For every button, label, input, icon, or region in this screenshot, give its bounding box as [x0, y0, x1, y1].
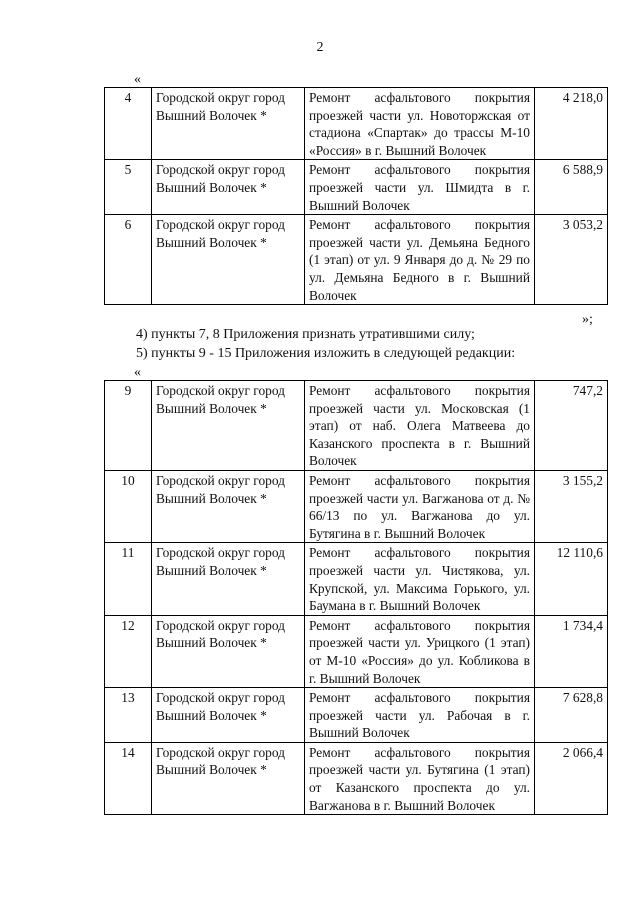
row-value: 3 155,2 — [535, 470, 608, 542]
open-quote-1: « — [134, 72, 141, 87]
row-entity: Городской округ город Вышний Волочек * — [152, 215, 305, 305]
row-number: 12 — [105, 615, 152, 687]
row-description: Ремонт асфальтового покрытия проезжей части ул. Урицкого (1 этап) от М-10 «Россия» до ул. Кобликова в г. Вышний Волочек — [305, 615, 535, 687]
row-entity: Городской округ город Вышний Волочек * — [152, 88, 305, 160]
table-row — [105, 742, 608, 814]
open-quote-2: « — [134, 365, 141, 380]
row-number: 6 — [105, 215, 152, 305]
page-number: 2 — [316, 40, 324, 55]
table-row — [105, 543, 608, 615]
row-number: 5 — [105, 160, 152, 215]
row-number: 11 — [105, 543, 152, 615]
row-value: 2 066,4 — [535, 742, 608, 814]
row-value: 12 110,6 — [535, 543, 608, 615]
row-description: Ремонт асфальтового покрытия проезжей части ул. Бутягина (1 этап) от Казанского проспекта до ул. Вагжанова в г. Вышний Волочек — [305, 742, 535, 814]
row-value: 747,2 — [535, 381, 608, 471]
items-table-1-body — [105, 88, 608, 305]
row-value: 6 588,9 — [535, 160, 608, 215]
row-entity: Городской округ город Вышний Волочек * — [152, 160, 305, 215]
row-number: 14 — [105, 742, 152, 814]
row-number: 10 — [105, 470, 152, 542]
row-number: 4 — [105, 88, 152, 160]
paragraph-4: 4) пункты 7, 8 Приложения признать утратившими силу; — [136, 327, 475, 342]
table-row — [105, 470, 608, 542]
row-value: 3 053,2 — [535, 215, 608, 305]
row-entity: Городской округ город Вышний Волочек * — [152, 742, 305, 814]
row-description: Ремонт асфальтового покрытия проезжей части ул. Шмидта в г. Вышний Волочек — [305, 160, 535, 215]
paragraph-5: 5) пункты 9 - 15 Приложения изложить в следующей редакции: — [136, 346, 516, 361]
row-entity: Городской округ город Вышний Волочек * — [152, 470, 305, 542]
row-entity: Городской округ город Вышний Волочек * — [152, 543, 305, 615]
close-quote: »; — [582, 312, 593, 327]
table-row — [105, 215, 608, 305]
table-row — [105, 381, 608, 471]
table-row — [105, 160, 608, 215]
items-table-2 — [104, 380, 608, 815]
row-description: Ремонт асфальтового покрытия проезжей части ул. Демьяна Бедного (1 этап) от ул. 9 Января до д. № 29 по ул. Демьяна Бедного в г. Вышний Волочек — [305, 215, 535, 305]
row-description: Ремонт асфальтового покрытия проезжей части ул. Чистякова, ул. Крупской, ул. Максима Горького, ул. Баумана в г. Вышний Волочек — [305, 543, 535, 615]
row-number: 13 — [105, 688, 152, 743]
row-entity: Городской округ город Вышний Волочек * — [152, 688, 305, 743]
row-value: 4 218,0 — [535, 88, 608, 160]
row-value: 7 628,8 — [535, 688, 608, 743]
row-value: 1 734,4 — [535, 615, 608, 687]
row-description: Ремонт асфальтового покрытия проезжей части ул. Рабочая в г. Вышний Волочек — [305, 688, 535, 743]
row-number: 9 — [105, 381, 152, 471]
row-description: Ремонт асфальтового покрытия проезжей части ул. Московская (1 этап) от наб. Олега Матвеева до Казанского проспекта в г. Вышний Волочек — [305, 381, 535, 471]
table-row — [105, 88, 608, 160]
table-row — [105, 688, 608, 743]
row-entity: Городской округ город Вышний Волочек * — [152, 615, 305, 687]
row-entity: Городской округ город Вышний Волочек * — [152, 381, 305, 471]
items-table-1 — [104, 87, 608, 305]
row-description: Ремонт асфальтового покрытия проезжей части ул. Новоторжская от стадиона «Спартак» до трассы М-10 «Россия» в г. Вышний Волочек — [305, 88, 535, 160]
row-description: Ремонт асфальтового покрытия проезжей части ул. Вагжанова от д. № 66/13 по ул. Вагжанова до ул. Бутягина в г. Вышний Волочек — [305, 470, 535, 542]
items-table-2-body — [105, 381, 608, 815]
table-row — [105, 615, 608, 687]
